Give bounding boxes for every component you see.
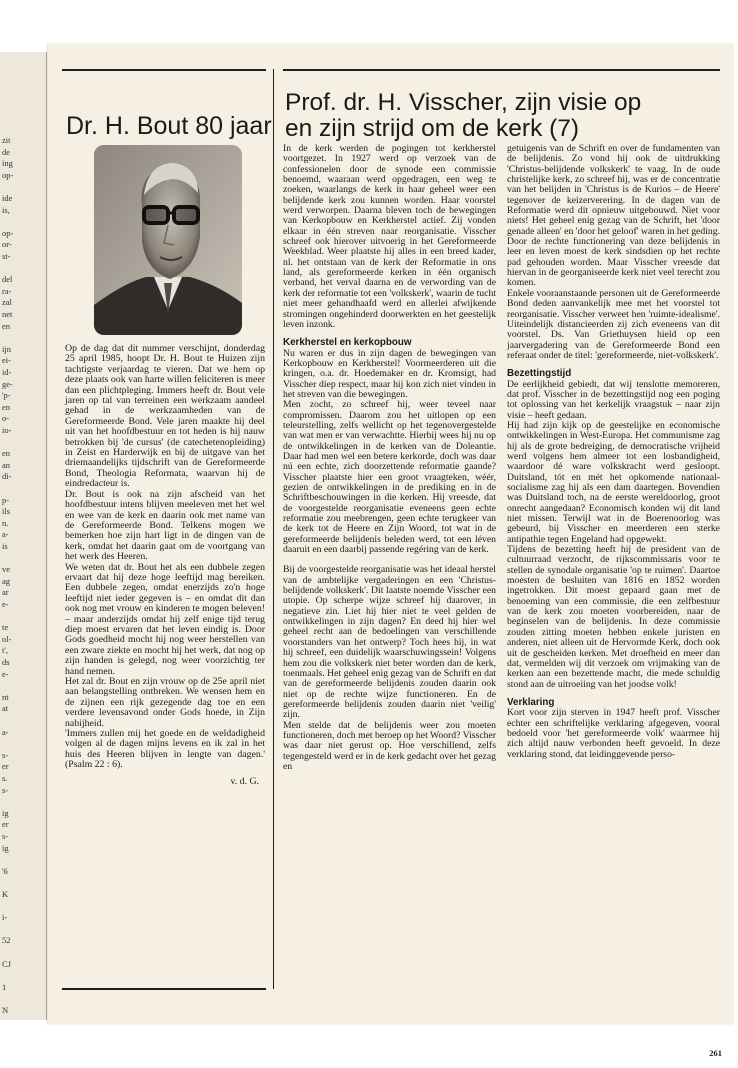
top-rule-left: [62, 69, 266, 71]
section-heading: Bezettingstijd: [507, 368, 572, 380]
facing-page-fragment: del: [2, 274, 13, 285]
facing-page-fragment: o-: [2, 413, 10, 424]
facing-page-fragment: '6: [2, 865, 8, 876]
section-heading: Kerkherstel en kerkopbouw: [283, 337, 412, 349]
facing-page-fragment: e-: [2, 668, 9, 679]
bout-paragraph: 'Immers zullen mij het goede en de weldadigheid volgen al de dagen mijns levens en ik zal in het huis des Heeren blijven in lengte van dagen.' (Psalm 22 : 6).: [65, 728, 265, 771]
facing-page-fragment: di-: [2, 471, 12, 482]
facing-page-fragment: en: [2, 320, 11, 331]
visscher-paragraph: Enkele vooraanstaande personen uit de Gereformeerde Bond deden aanvankelijk mee met het voorstel tot reorganisatie. Visscher verweet hen 'ruimte-idealisme'. Uiteindelijk distancieerden zij zich eveneens van dit voorstel. Ds. Van Griethuysen hield op een jaarvergadering van de Gereformeerde Bond een referaat onder de titel: 'gereformeerde, niet-volkskerk'.: [507, 287, 720, 361]
visscher-headline-line2: en zijn strijd om de kerk (7): [285, 115, 580, 142]
portrait-photo: [94, 145, 242, 335]
facing-page-fragment: s-: [2, 831, 9, 841]
facing-page-fragment: s-: [2, 784, 9, 795]
facing-page-fragment: net: [2, 309, 13, 319]
facing-page-fragment: ag: [2, 575, 11, 586]
facing-page-fragment: te: [2, 622, 9, 633]
facing-page-fragment: op-: [2, 169, 14, 180]
bout-paragraph: We weten dat dr. Bout het als een dubbele zegen ervaart dat hij deze hoge leeftijd mag bereiken. Een dubbele zegen, omdat enerzijds zo'n hoge leeftijd niet ieder gegeven is – en omdat dit dan ook nog met vrouw en kinderen te mogen beleven! – maar anderzijds omdat hij zelf enige tijd terug diep moest ervaren dat het leven eindig is. Door Gods goedheid mocht hij nog weer herstellen van een zware ziekte en mocht hij het werk, dat nog op zijn handen is gelegd, nog weer voorzichtig ter hand nemen.: [65, 561, 265, 677]
facing-page-fragment: s.: [2, 773, 8, 783]
facing-page-fragment: op-: [2, 227, 14, 238]
facing-page-fragment: io-: [2, 425, 12, 435]
visscher-paragraph: Hij had zijn kijk op de geestelijke en economische ontwikkelingen in West-Europa. Het communisme zag hij als de grote bedreiging, de democratische vrijheid werd volgens hem almeer tot een losbandigheid, waardoor dé ware volkskracht werd gesloopt. Duitsland, tót en mét het opkomende nationaal-socialisme zag hij als een dam daartegen. Bovendien was Duitsland toch, na de eerste wereldoorlog, groot onrecht aangedaan? Economisch konden wij dit land niet missen. Terwijl wat in de Boerenoorlog was gebeurd, bij Visscher en meerderen een sterke antipathie tegen Engeland had opgewekt.: [507, 419, 720, 545]
visscher-column-1: [283, 144, 496, 772]
visscher-paragraph: Bij de voorgestelde reorganisatie was het ideaal herstel van de ambtelijke vergaderingen en een 'Christus-belijdende volkskerk'. Dit laatste noemde Visscher een utopie. Op scherpe wijze schreef hij daarover, in negatieve zin. Liet hij hier niet te veel gelden de ontwikkelingen in zijn dagen? En deed hij hier wel geheel recht aan de bedoelingen van verschillende voorstanders van het ontwerp? Toch hees hij, in wat hij schreef, een duidelijk waarschuwingssein! Volgens hem zou die volkskerk niet beter worden dan de kerk, toenmaals. Het geheel enig gezag van de Schrift en dat van de gereformeerde belijdenis zouden daarin ook niet op de rechte wijze functioneren. En de gereformeerde belijdenis zouden daarin niet 'veilig' zijn.: [283, 564, 496, 721]
visscher-headline-line1: Prof. dr. H. Visscher, zijn visie op: [285, 89, 642, 116]
facing-page-fragment: zal: [2, 297, 12, 308]
facing-page-fragment: t',: [2, 645, 9, 656]
facing-page-fragment: a-: [2, 529, 9, 540]
facing-page-fragment: ils: [2, 506, 11, 517]
facing-page-fragment: id-: [2, 367, 12, 377]
visscher-paragraph: Nu waren er dus in zijn dagen de bewegingen van Kerkopbouw en Kerkherstel! Voormeerderen uit die kringen, o.a. dr. Hoedemaker en dr. Kromsigt, had Visscher diep respect, maar hij kon zich niet vinden in het streven van die bewegingen.: [283, 347, 496, 400]
visscher-paragraph: getuigenis van de Schrift en over de fundamenten van de belijdenis. Zo vond hij ook de uitdrukking 'Christus-belijdende volkskerk' te vaag. In de oude christelijke kerk, zo schreef hij, was er de concentratie van het belijden in 'Christus is de Kurios – de Heere' tegenover de keizerverering. In de dagen van de Reformatie werd dit opnieuw uitgebouwd. Niet voor niets! Het geheel enig gezag van de Schrift, het 'door genade alleen' en 'door het geloof' waren in het geding. Door de rechte functionering van deze belijdenis in leer en leven moest de kerk sindsdien op het rechte pad gehouden worden. Maar Visscher vreesde dat hiervan in de georganiseerde kerk niet veel terecht zou komen.: [507, 143, 720, 289]
facing-page-fragment: i-: [2, 912, 8, 923]
facing-page-fragment: p-: [2, 494, 10, 505]
bout-paragraph: Het zal dr. Bout en zijn vrouw op de 25e april niet aan belangstelling ontbreken. We wensen hem en de zijnen een rijk gezegende dag toe en een verdere levensavond onder Gods hoede, in Zijn nabijheid.: [65, 676, 265, 729]
facing-page-fragment: ide: [2, 193, 13, 203]
portrait-illustration: [94, 145, 242, 335]
visscher-paragraph: De eerlijkheid gebiedt, dat wij tenslotte memoreren, dat prof. Visscher in de bezettingstijd nog een poging tot oplossing van het kerkelijk vraagstuk – naar zijn visie – heeft gedaan.: [507, 378, 720, 421]
facing-page-fragment: ei-: [2, 355, 11, 366]
facing-page-fragment: 'p-: [2, 390, 11, 401]
facing-page-fragment: n.: [2, 517, 9, 528]
facing-page-fragment: a-: [2, 726, 9, 737]
section-heading: Verklaring: [507, 696, 555, 708]
facing-page-fragment: ol-: [2, 633, 12, 644]
bout-paragraph: Dr. Bout is ook na zijn afscheid van het hoofdbestuur intens blijven meeleven met het wel en wee van de kerk en daarin ook met name van de Gereformeerde Bond. Telkens mogen we bemerken hoe zijn hart ligt in de dingen van de kerk, omdat het daarin gaat om de voortgang van het werk des Heeren.: [65, 488, 265, 563]
facing-page-fragment: ing: [2, 158, 13, 169]
facing-page-fragment: ig: [2, 842, 9, 853]
facing-page-fragment: ve: [2, 564, 11, 575]
visscher-paragraph: Kort voor zijn sterven in 1947 heeft prof. Visscher echter een schriftelijke verklaring afgegeven, vooral bedoeld voor 'het gereformeerde volk' waarmee hij zich altijd nauw verbonden heeft gevoeld. In deze verklaring stond, dat leidinggevende perso-: [507, 707, 720, 760]
left-page-edge: [0, 52, 47, 1020]
facing-page-fragment: an: [2, 459, 11, 470]
facing-page-fragment: ijn: [2, 343, 11, 354]
facing-page-fragment: st-: [2, 251, 11, 261]
page-number: 261: [709, 1048, 722, 1058]
visscher-paragraph: Tijdens de bezetting heeft hij de president van de cultuurraad verzocht, de rijkscommissaris voor te stellen de synodale organisatie 'op te ruimen'. Daartoe moesten de besluiten van 1816 en 1852 worden ingetrokken. Dit moest gepaard gaan met de benoeming van een commissie, die een zelfbestuur van de kerk zou moeten voorbereiden, naar de beginselen van de belijdenis. In deze commissie zouden zitting moeten hebben enkele juristen en anderen, niet alleen uit de Hervormde Kerk, doch ook uit de gescheiden kerken. Met droefheid en meer dan dat, vermelden wij dit verzoek om vrijmaking van de kerken aan een bezettende macht, die mede schuldig stond aan de uitroeiing van het joodse volk!: [507, 544, 720, 690]
bout-article-body: [65, 344, 265, 787]
visscher-paragraph: Men zocht, zo schreef hij, weer teveel naar compromissen. Daarom zou het uitlopen op een teleurstelling, zelfs wellicht op het tegenovergestelde van wat men er van verwachtte. Hierbij wees hij nu op de ontwikkelingen in de kerken van de Doleantie. Daar had men wel een betere kerkorde, doch was daar nú een echte, zich doorzettende reformatie gaande? Visscher plaatste hier een groot vraagteken, wéér, gezien de ontwikkelingen in de prediking en in de Schriftbeschouwingen in die kerken. Hij vreesde, dat de voorgestelde reorganisatie eveneens geen echte reformatie zou meebrengen, geen echte terugkeer van de kerk tot de Heere en Zijn Woord, tot wat in de gereformeerde belijdenis beleden werd, tot een léven daaruit en een daarbij passende regéring van de kerk.: [283, 399, 496, 556]
facing-page-fragment: ig: [2, 807, 9, 818]
visscher-column-2: [507, 144, 720, 760]
bottom-rule-left: [62, 988, 266, 990]
facing-page-fragment: ra-: [2, 285, 12, 296]
facing-page-fragment: ge-: [2, 378, 13, 389]
visscher-paragraph: Men stelde dat de belijdenis weer zou moeten functioneren, doch met beroep op het Woord? Visscher was daar niet gerust op. Hoe verschillend, zelfs tegengesteld werd er in de kerk gedacht over het gezag en: [283, 719, 496, 772]
facing-page-fragment: 1: [2, 981, 7, 992]
facing-page-fragment: de: [2, 146, 11, 157]
facing-page-fragment: 52: [2, 935, 11, 946]
facing-page-fragment: s-: [2, 749, 9, 760]
facing-page-fragment: zit: [2, 135, 11, 145]
facing-page-fragment: N: [2, 1005, 9, 1015]
facing-page-fragment: or-: [2, 239, 12, 250]
facing-page-fragment: nt: [2, 691, 9, 702]
facing-page-fragment: K: [2, 889, 9, 899]
facing-page-fragment: is,: [2, 204, 10, 215]
column-divider: [273, 69, 274, 989]
facing-page-fragment: er: [2, 819, 9, 830]
facing-page-fragment: ar: [2, 587, 9, 598]
bout-paragraph: Op de dag dat dit nummer verschijnt, donderdag 25 april 1985, hoopt Dr. H. Bout te Huizen zijn tachtigste verjaardag te vieren. Dat we hem op deze plaats ook van harte willen feliciteren is meer dan een plichtpleging. Immers heeft dr. Bout vele jaren op tal van terreinen een werkzaam aandeel gehad in de werkzaamheden van de Gereformeerde Bond. Vele jaren maakte hij deel uit van het hoofdbestuur en tot heden is hij nauw betrokken bij 'de cursus' (de catechetenopleiding) in Zeist en Harderwijk en bij de uitgave van het driemaandelijks tijdschrift van de Gereformeerde Bond, Theologia Reformata, waarvan hij de eindredacteur is.: [65, 343, 265, 490]
facing-page-fragment: en: [2, 448, 11, 459]
facing-page-fragment: ds: [2, 657, 10, 667]
visscher-intro: In de kerk werden de pogingen tot kerkherstel voortgezet. In 1927 werd op verzoek van de confessionelen door de synode een commissie benoemd, waaraan werd opgedragen, een weg te zoeken, waarlangs de kerk in haar geheel weer een belijdende kerk zou kunnen worden. Haar voorstel werd verworpen. Daarna bleven toch de bewegingen van Kerkopbouw en Kerkherstel actief. Zij vonden elkaar in één streven naar reorganisatie. Visscher schreef ook hierover uitvoerig in het Gereformeerde Weekblad. Weer plaatste hij alles in een breed kader, nl. het ontstaan van de kerk der Reformatie in ons land, als gereformeerde kerken in één organisch verband, het verval daarna en de verwording van de kerk der reformatie tot een 'volkskerk', waarin de tucht niet meer gehandhaafd werd en allerlei afwijkende stromingen ongehinderd doorwerkten en het geestelijk leven inzonk.: [283, 143, 496, 330]
facing-page-fragment: at: [2, 703, 9, 714]
facing-page-fragment: er: [2, 761, 9, 772]
facing-page-fragment: e-: [2, 599, 9, 609]
facing-page-fragment: is: [2, 541, 8, 551]
top-rule-right: [283, 69, 720, 71]
bout-headline: Dr. H. Bout 80 jaar: [66, 112, 272, 140]
facing-page-fragment: en: [2, 401, 11, 412]
facing-page-fragment: CJ: [2, 958, 11, 969]
bout-signature: v. d. G.: [230, 775, 259, 787]
